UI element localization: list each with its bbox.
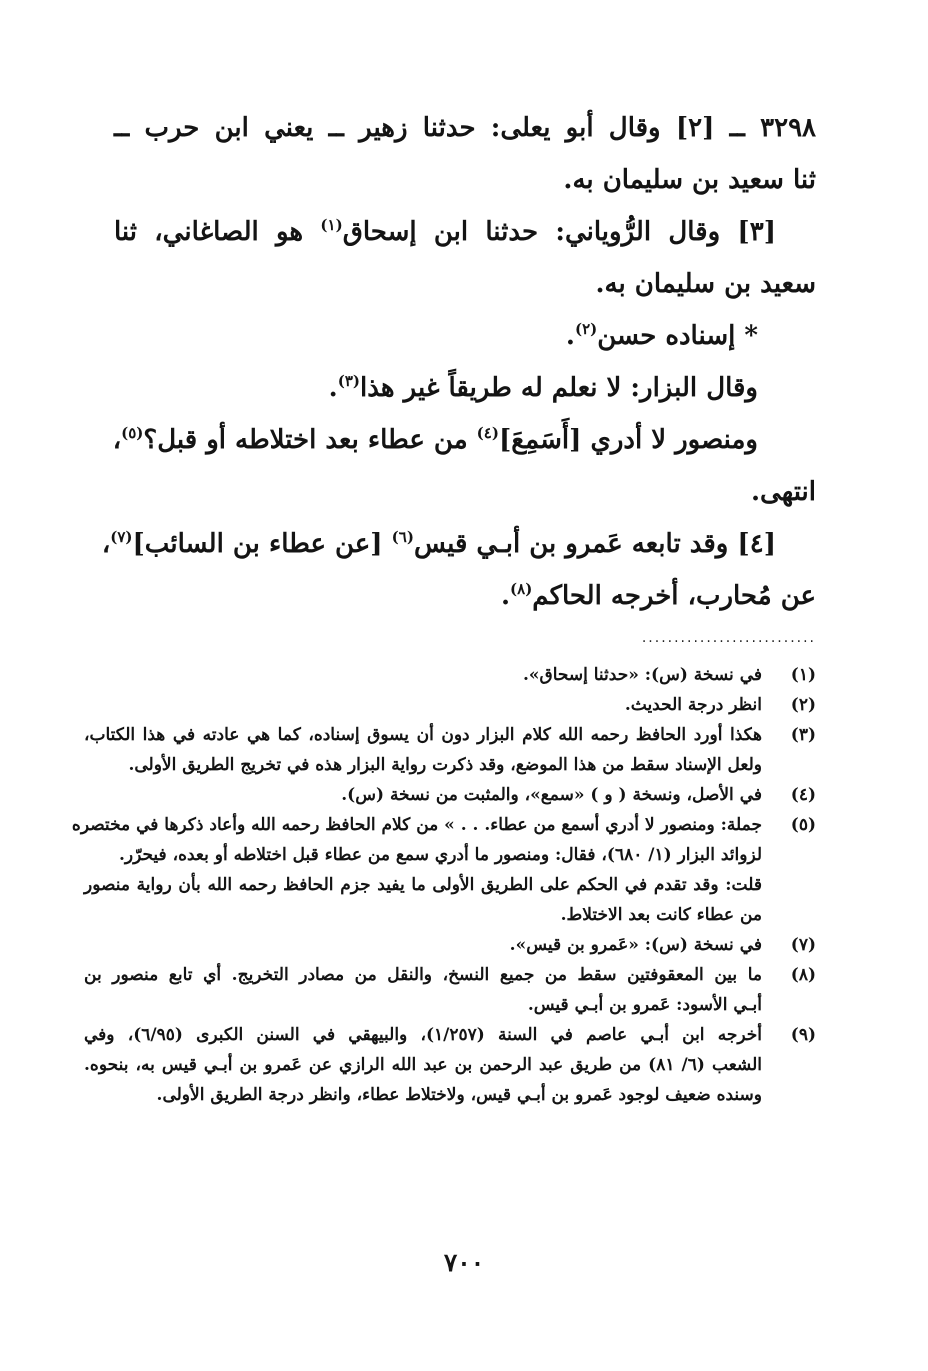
- footnote-ref-5[interactable]: (٥): [121, 424, 144, 442]
- footnote-number: (٥): [790, 815, 816, 835]
- main-line-3-text-b: هو الصاغاني، ثنا: [114, 217, 321, 247]
- footnote-text: من عطاء كانت بعد الاختلاط.: [560, 905, 762, 925]
- footnote-text: جملة: ومنصور لا أدري أسمع من عطاء. . . » من كلام الحافظ رحمه الله وأعاد ذكرها في مختصره: [71, 815, 762, 835]
- footnote-text: في الأصل، ونسخة ( و ) «سمع»، والمثبت من نسخة (س).: [341, 785, 762, 805]
- footnote-ref-4[interactable]: (٤): [476, 424, 499, 442]
- footnote-text: هكذا أورد الحافظ رحمه الله كلام البزار دون أن يسوق إسناده، كما هي عادته في هذا الكتاب،: [84, 725, 762, 745]
- grading-statement: * إسناده حسن: [597, 321, 758, 351]
- footnote-number: (١): [790, 665, 816, 685]
- footnote-comment-line: [84, 870, 762, 900]
- main-line-3: [114, 206, 816, 258]
- main-line-9-text-a: [٤] وقد تابعه عَمرو بن أبـي قيس: [413, 529, 776, 559]
- footnote-text: الشعب (٦/ ٨١) من طريق عبد الرحمن بن عبد الله الرازي عن عَمرو بن أبـي قيس به، بنحوه.: [84, 1055, 762, 1075]
- footnote-2: [84, 690, 816, 720]
- footnote-ref-1[interactable]: (١): [320, 216, 343, 234]
- main-line-5-text-b: .: [565, 321, 575, 351]
- footnote-3: [84, 720, 816, 780]
- main-line-2-text: ثنا سعيد بن سليمان به.: [563, 165, 816, 195]
- footnote-9: [84, 1020, 816, 1110]
- footnote-number: (٣): [790, 725, 816, 745]
- note-label: قلت:: [725, 875, 762, 895]
- footnote-4: [84, 780, 816, 810]
- footnote-number: (٤): [790, 785, 816, 805]
- footnote-ref-7[interactable]: (٧): [110, 528, 133, 546]
- main-line-4-text: سعيد بن سليمان به.: [595, 269, 816, 299]
- main-line-10-text-b: .: [500, 581, 511, 611]
- footnote-text: في نسخة (س): «حدثنا إسحاق».: [522, 665, 762, 685]
- main-line-1-text: ٣٢٩٨ ــ [٢] وقال أبو يعلى: حدثنا زهير ــ يعني ابن حرب ــ: [114, 113, 817, 143]
- footnote-text: أبـي الأسود: عَمرو بن أبـي قيس.: [527, 995, 762, 1015]
- main-line-7-text-a: ومنصور لا أدري [أَسَمِعَ]: [498, 425, 758, 455]
- footnote-number: (٧): [790, 935, 816, 955]
- main-line-4: [114, 258, 816, 310]
- footnote-text: لزوائد البزار (١/ ٦٨٠)، فقال: ومنصور ما أدري سمع من عطاء قبل اختلاطه أو بعده، فيحرّر.: [118, 845, 762, 865]
- footnote-ref-3[interactable]: (٣): [337, 372, 361, 390]
- footnote-7: [84, 930, 816, 960]
- footnote-ref-2[interactable]: (٢): [574, 320, 598, 338]
- main-line-7: [114, 414, 816, 466]
- footnote-text: وقد تقدم في الحكم على الطريق الأولى ما يفيد جزم الحافظ رحمه الله بأن رواية منصور: [84, 875, 726, 895]
- footnote-5-comment: [84, 870, 816, 930]
- footnote-number: (٨): [790, 965, 816, 985]
- footnote-ref-8[interactable]: (٨): [510, 580, 533, 598]
- main-line-8-text: انتهى.: [750, 477, 816, 507]
- footnote-number: (٢): [790, 695, 816, 715]
- main-line-2: [114, 154, 816, 206]
- main-line-9: [101, 518, 816, 570]
- main-line-6-text-a: وقال البزار: لا نعلم له طريقاً غير هذا: [360, 373, 758, 403]
- page-number: ٧٠٠: [443, 1248, 485, 1277]
- footnote-text: انظر درجة الحديث.: [624, 695, 762, 715]
- main-line-5: [114, 310, 816, 362]
- footnote-ref-6[interactable]: (٦): [391, 528, 414, 546]
- footnote-5: [71, 810, 816, 870]
- footnotes: [71, 660, 816, 1110]
- main-line-8: [114, 466, 816, 518]
- footnote-text: ما بين المعقوفتين سقط من جميع النسخ، والنقل من مصادر التخريج. أي تابع منصور بن: [84, 965, 762, 985]
- footnote-text: ولعل الإسناد سقط من هذا الموضع، وقد ذكرت رواية البزار هذه في تخريج الطريق الأولى.: [128, 755, 762, 775]
- footnote-text: وسنده ضعيف لوجود عَمرو بن أبـي قيس، ولاختلاط عطاء، وانظر درجة الطريق الأولى.: [156, 1085, 762, 1105]
- footnote-number: (٩): [790, 1025, 816, 1045]
- main-line-7-text-b: من عطاء بعد اختلاطه أو قبل؟: [143, 425, 477, 455]
- main-line-1: [114, 102, 816, 154]
- main-text: [101, 102, 817, 622]
- footnote-text: أخرجه ابن أبـي عاصم في السنة (١/٢٥٧)، والبيهقي في السنن الكبرى (٦/٩٥)، وفي: [84, 1025, 762, 1045]
- main-line-6-text-b: .: [328, 373, 338, 403]
- main-line-3-text-a: [٣] وقال الرُّوياني: حدثنا ابن إسحاق: [342, 217, 777, 247]
- footnote-1: [84, 660, 816, 690]
- main-line-6: [114, 362, 816, 414]
- footnote-text: في نسخة (س): «عَمرو بن قيس».: [509, 935, 762, 955]
- main-line-9-text-b: [عن عطاء بن السائب]: [132, 529, 392, 559]
- main-line-9-text-c: ،: [101, 529, 111, 559]
- footnote-separator: ...........................: [641, 630, 816, 646]
- main-line-10: [114, 570, 816, 622]
- main-line-10-text-a: عن مُحارب، أخرجه الحاكم: [532, 581, 816, 611]
- footnote-8: [84, 960, 816, 1020]
- main-line-7-text-c: ،: [112, 425, 122, 455]
